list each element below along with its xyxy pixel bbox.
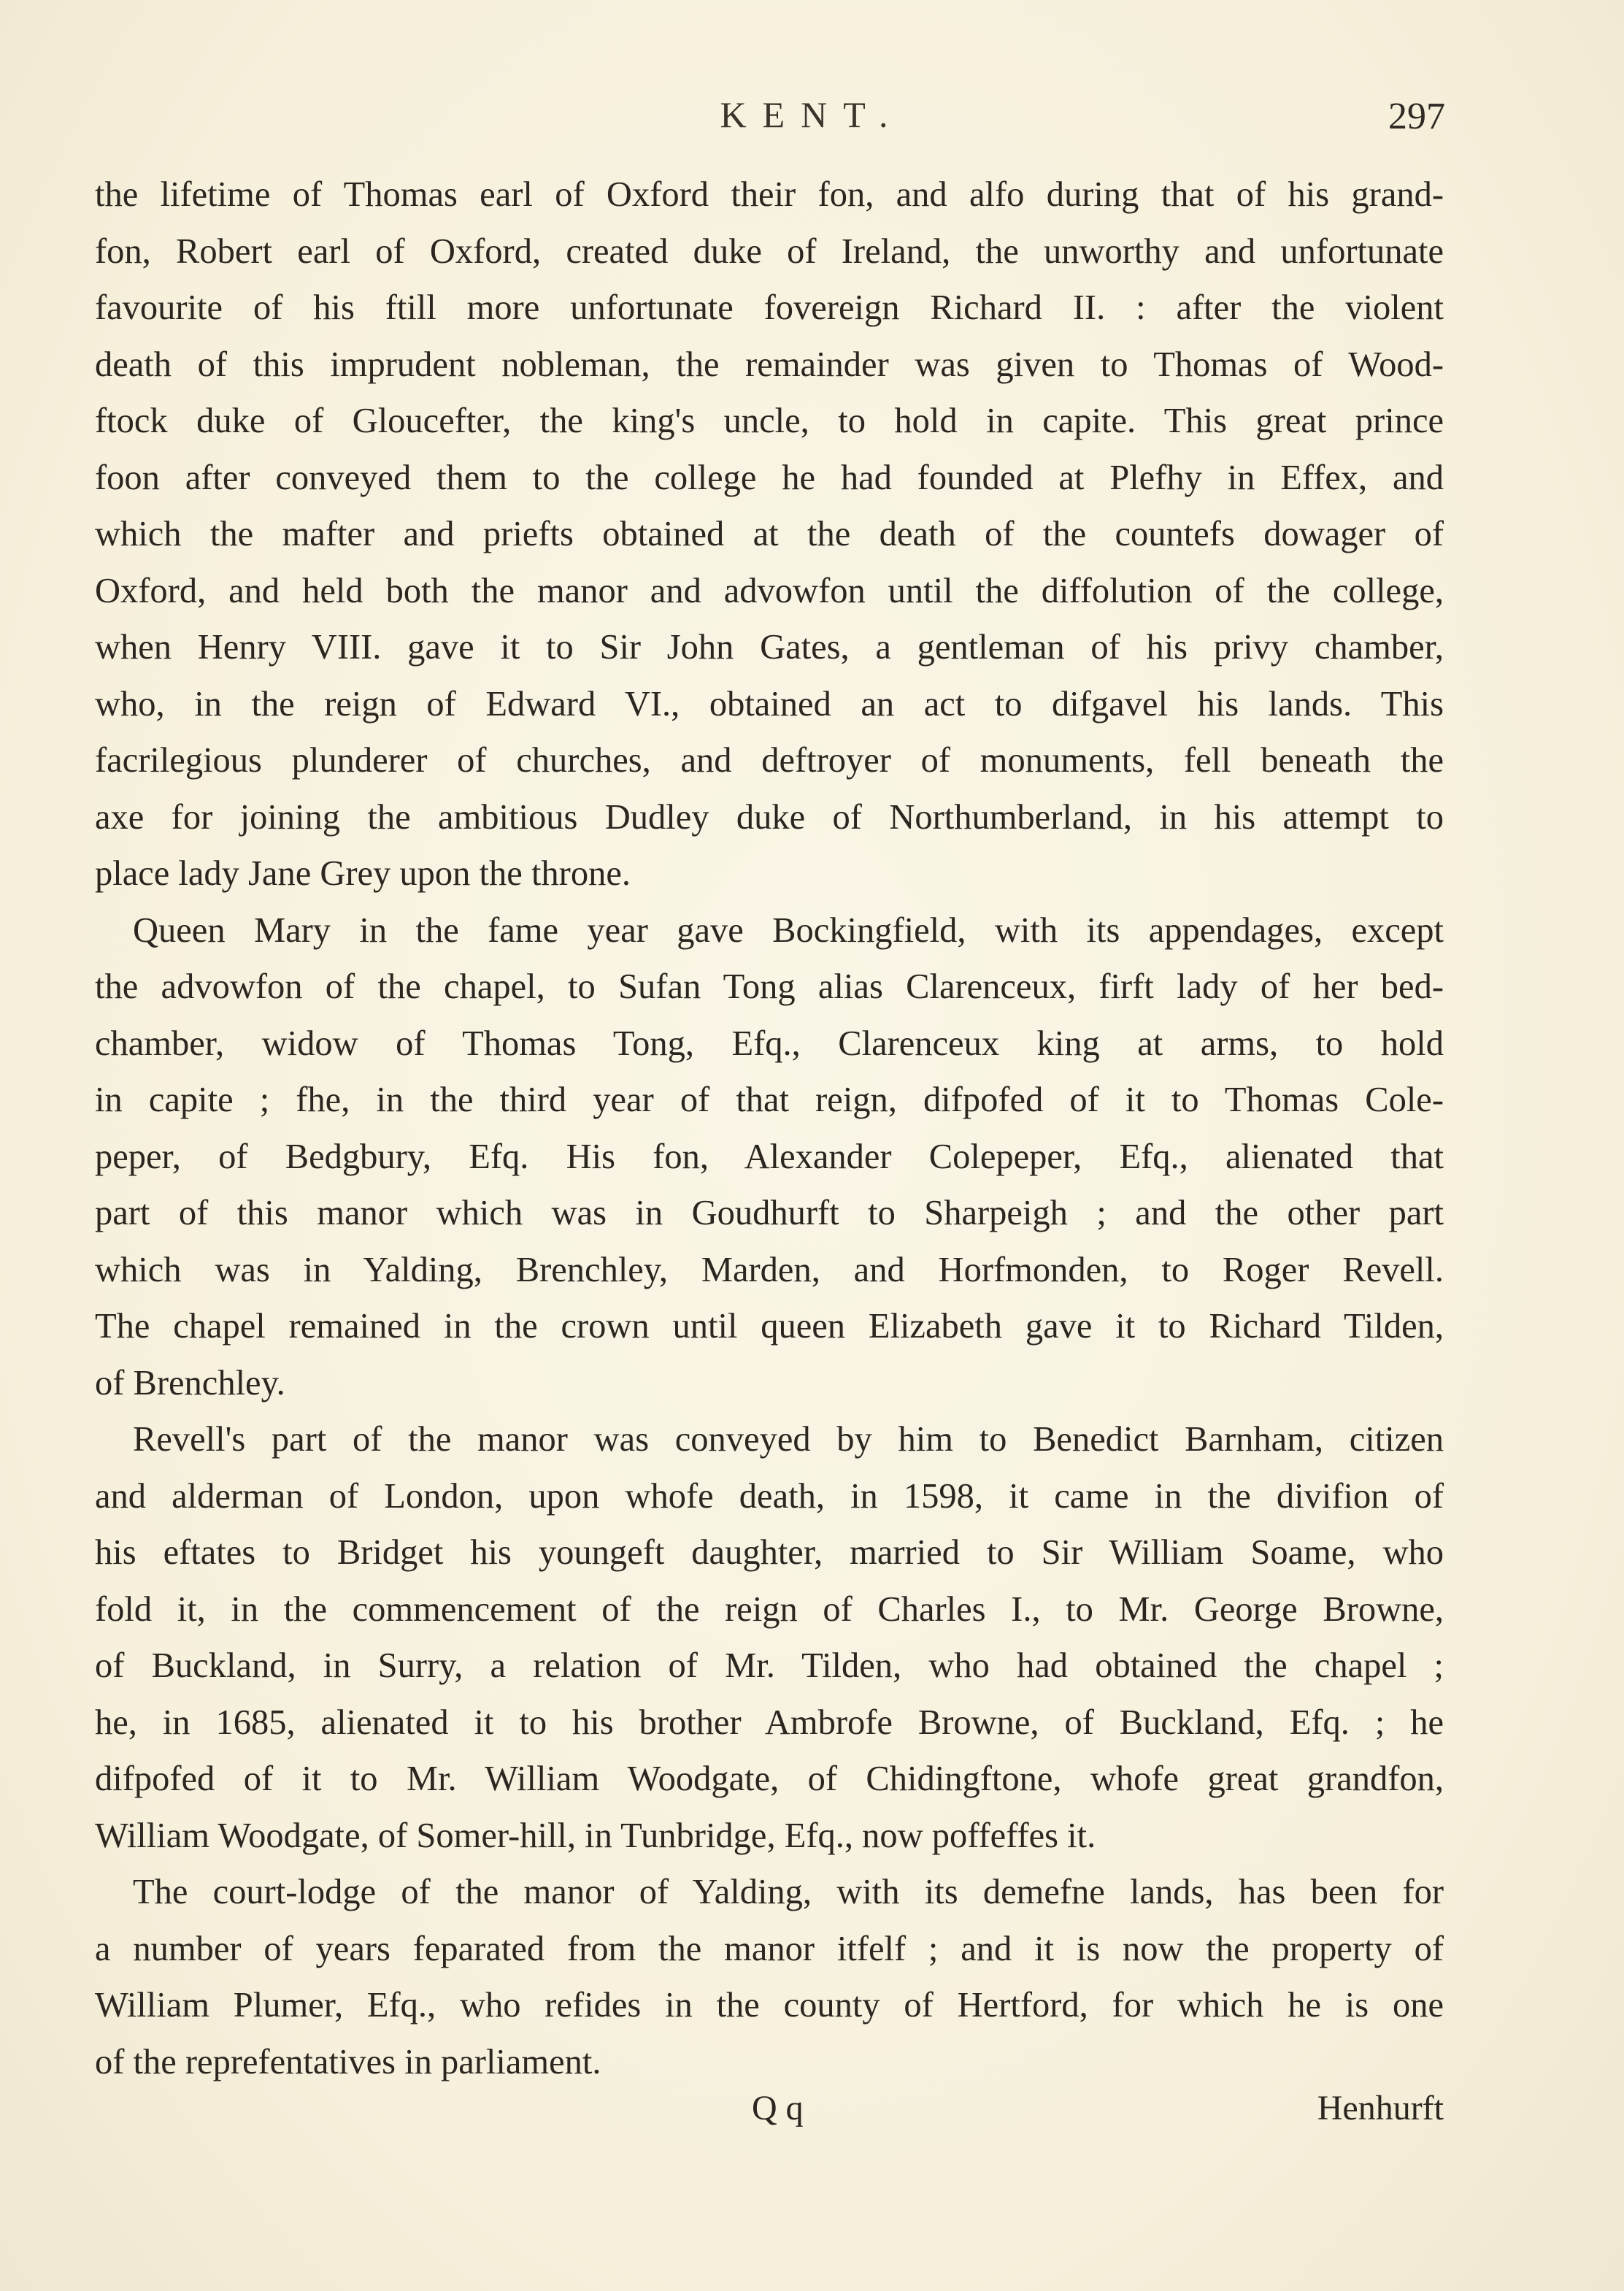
text-line: and alderman of London, upon whofe death, in 1598, it came in the divifion of	[95, 1476, 1444, 1516]
text-line: facrilegious plunderer of churches, and deftroyer of monuments, fell beneath the	[95, 741, 1444, 780]
text-line: fold it, in the commencement of the reign of Charles I., to Mr. George Browne,	[95, 1589, 1444, 1629]
text-line: his eftates to Bridget his youngeft daughter, married to Sir William Soame, who	[95, 1533, 1444, 1572]
signature-mark: Q q	[752, 2089, 804, 2127]
text-line: favourite of his ftill more unfortunate fovereign Richard II. : after the violent	[95, 288, 1444, 327]
text-line: of the reprefentatives in parliament.	[95, 2042, 601, 2081]
text-line: of Buckland, in Surry, a relation of Mr. Tilden, who had obtained the chapel ;	[95, 1646, 1444, 1685]
text-line: place lady Jane Grey upon the throne.	[95, 854, 631, 893]
text-line: The chapel remained in the crown until queen Elizabeth gave it to Richard Tilden,	[95, 1307, 1444, 1346]
text-line: fon, Robert earl of Oxford, created duke of Ireland, the unworthy and unfortunate	[95, 231, 1444, 271]
text-line: William Woodgate, of Somer-hill, in Tunbridge, Efq., now poffeffes it.	[95, 1816, 1096, 1855]
text-line: Revell's part of the manor was conveyed by him to Benedict Barnham, citizen	[133, 1420, 1444, 1459]
page-number: 297	[1388, 96, 1445, 137]
catchword: Henhurft	[1317, 2089, 1444, 2127]
text-line: of Brenchley.	[95, 1363, 285, 1402]
text-line: which the mafter and priefts obtained at the death of the countefs dowager of	[95, 515, 1444, 553]
paragraph	[95, 1864, 1444, 2090]
text-line: axe for joining the ambitious Dudley duke of Northumberland, in his attempt to	[95, 797, 1444, 837]
text-line: Oxford, and held both the manor and advowfon until the diffolution of the college,	[95, 571, 1444, 610]
text-line: the advowfon of the chapel, to Sufan Tong alias Clarenceux, firft lady of her bed-	[95, 967, 1444, 1006]
text-line: the lifetime of Thomas earl of Oxford their fon, and alfo during that of his grand-	[95, 175, 1444, 214]
running-head: KENT.	[720, 94, 904, 135]
text-line: who, in the reign of Edward VI., obtained an act to difgavel his lands. This	[95, 684, 1444, 724]
paragraph	[95, 902, 1444, 1412]
text-line: in capite ; fhe, in the third year of that reign, difpofed of it to Thomas Cole-	[95, 1081, 1444, 1119]
text-line: peper, of Bedgbury, Efq. His fon, Alexander Colepeper, Efq., alienated that	[95, 1137, 1444, 1176]
text-line: The court-lodge of the manor of Yalding, with its demefne lands, has been for	[133, 1873, 1444, 1911]
text-line: when Henry VIII. gave it to Sir John Gates, a gentleman of his privy chamber,	[95, 628, 1444, 667]
paragraph	[95, 166, 1444, 902]
body-text	[95, 166, 1444, 2090]
text-line: death of this imprudent nobleman, the remainder was given to Thomas of Wood-	[95, 345, 1444, 384]
page-footer	[95, 2088, 1444, 2146]
text-line: difpofed of it to Mr. William Woodgate, of Chidingftone, whofe great grandfon,	[95, 1759, 1444, 1798]
text-line: foon after conveyed them to the college he had founded at Plefhy in Effex, and	[95, 458, 1444, 497]
paragraph	[95, 1411, 1444, 1864]
text-line: Queen Mary in the fame year gave Bockingfield, with its appendages, except	[133, 910, 1444, 950]
text-line: which was in Yalding, Brenchley, Marden, and Horfmonden, to Roger Revell.	[95, 1250, 1444, 1289]
text-line: a number of years feparated from the manor itfelf ; and it is now the property of	[95, 1929, 1444, 1968]
text-line: part of this manor which was in Goudhurft to Sharpeigh ; and the other part	[95, 1194, 1444, 1232]
text-line: William Plumer, Efq., who refides in the county of Hertford, for which he is one	[95, 1986, 1444, 2025]
text-line: ftock duke of Gloucefter, the king's uncle, to hold in capite. This great prince	[95, 402, 1444, 440]
text-line: chamber, widow of Thomas Tong, Efq., Clarenceux king at arms, to hold	[95, 1024, 1444, 1063]
text-line: he, in 1685, alienated it to his brother Ambrofe Browne, of Buckland, Efq. ; he	[95, 1703, 1444, 1742]
